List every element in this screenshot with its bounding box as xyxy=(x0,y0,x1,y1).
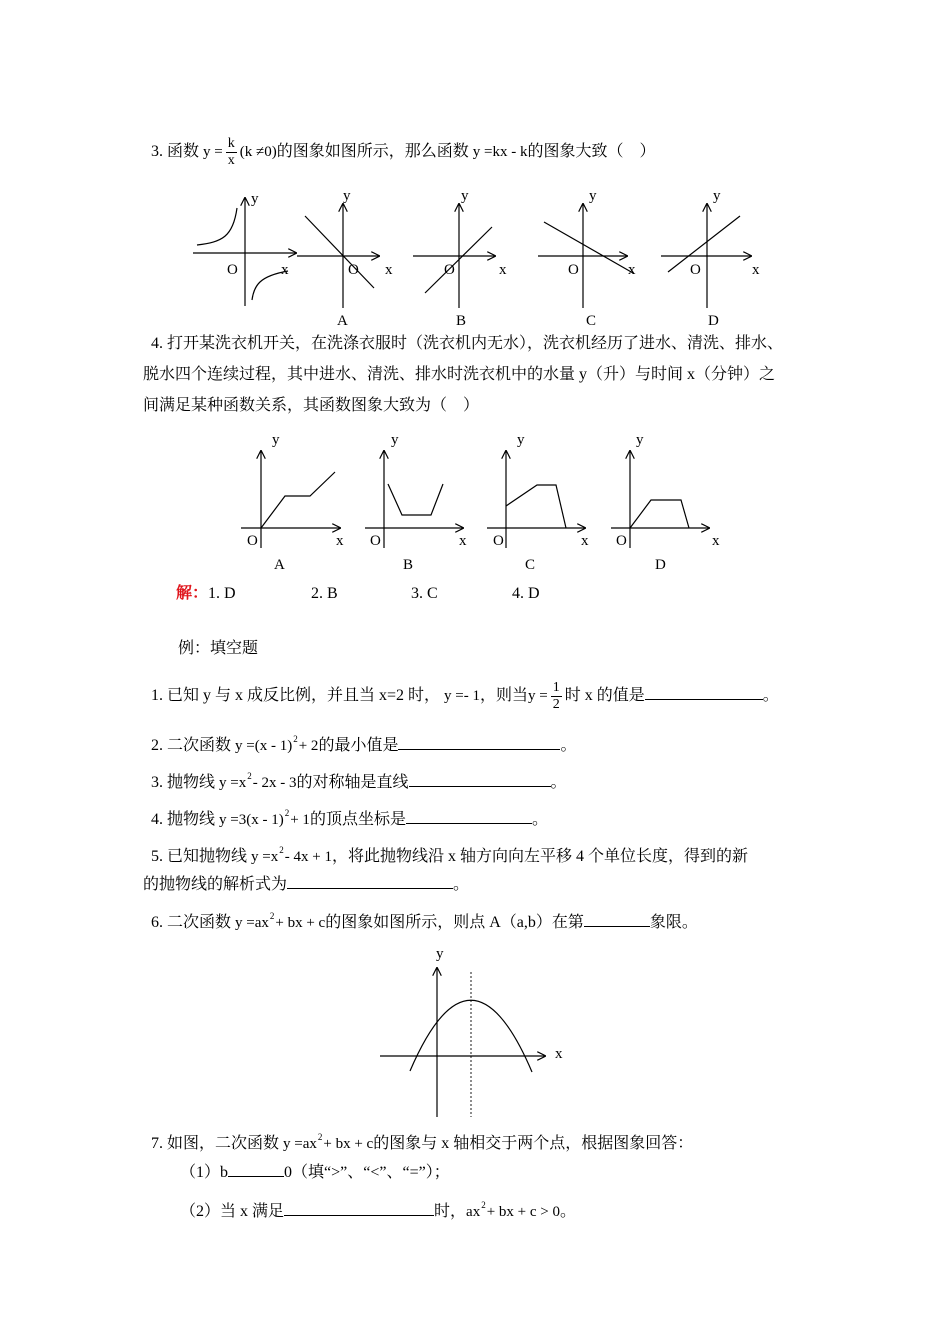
q4-graph-c-x-label: x xyxy=(581,533,589,549)
q3-suffix: 的图象大致（ ） xyxy=(527,143,656,161)
q3-graph-c-x-label: x xyxy=(628,262,636,278)
fill-1-text-b: ，则当 xyxy=(480,687,529,705)
q4-graph-c-y-label: y xyxy=(517,432,525,448)
q4-graph-a-origin-label: O xyxy=(247,533,258,549)
fill-7-text-b: 的图象与 x 轴相交于两个点，根据图象回答： xyxy=(373,1135,694,1152)
q3-graph-b-y-label: y xyxy=(461,188,469,204)
fill-6-text-b: 的图象如图所示，则点 A（a,b）在第 xyxy=(325,914,584,931)
fill-5-text-line2: 的抛物线的解析式为 xyxy=(143,876,288,893)
fill-4-formula-tail: + 1 xyxy=(290,812,310,828)
fraction-numerator: 1 xyxy=(552,680,560,695)
fill-5-end: 。 xyxy=(453,876,470,893)
q4-option-c: C xyxy=(525,557,536,573)
fill-5 xyxy=(151,840,748,867)
fill-3-text-b: 的对称轴是直线 xyxy=(296,774,409,791)
fill-2-formula: y =(x - 1) xyxy=(235,738,293,754)
answer-item-4: 4. D xyxy=(512,585,540,602)
q3-graph-d-y-label: y xyxy=(713,188,721,204)
q4-graph-b-y-label: y xyxy=(391,432,399,448)
answer-item-3: 3. C xyxy=(411,585,438,602)
q3-graph0-y-label: y xyxy=(251,191,259,207)
fill-1-text-a: 1. 已知 y 与 x 成反比例，并且当 x=2 时， xyxy=(151,687,441,705)
q4-graph-d-x-label: x xyxy=(712,533,720,549)
fill-4-end: 。 xyxy=(531,811,548,828)
q3-graph-a xyxy=(297,204,379,308)
fill-7-part2-end: 。 xyxy=(560,1203,577,1220)
q3-option-d: D xyxy=(708,313,719,329)
q3-prefix: 函数 xyxy=(167,143,200,161)
fill-4-blank[interactable] xyxy=(406,808,532,824)
fill-3-blank[interactable] xyxy=(409,771,551,787)
q4-graph-d xyxy=(611,451,709,548)
q3-graph-hyperbola xyxy=(193,198,296,306)
fill-7-formula: y =ax xyxy=(283,1136,317,1152)
q3-graph-c-origin-label: O xyxy=(568,262,579,278)
q3-graph-b xyxy=(413,204,495,308)
q3-graph-c xyxy=(538,204,633,308)
line-graph xyxy=(668,216,740,272)
fill-7-part1-blank[interactable] xyxy=(228,1161,284,1177)
q3-line xyxy=(151,136,655,169)
line-graph xyxy=(544,222,633,273)
q3-graph0-x-label: x xyxy=(281,262,289,278)
fill-2-formula-tail: + 2 xyxy=(298,738,319,754)
fill-7-part2-formula-tail: + bx + c > 0 xyxy=(486,1204,560,1220)
fill-6-blank[interactable] xyxy=(584,911,650,927)
q4-graph-c-origin-label: O xyxy=(493,533,504,549)
q3-graph0-origin-label: O xyxy=(227,262,238,278)
q3-fraction xyxy=(226,136,237,169)
answer-item-2: 2. B xyxy=(311,585,338,602)
hyperbola-branch-lower xyxy=(252,271,288,300)
q3-option-c: C xyxy=(586,313,597,329)
fill-5-text-a: 5. 已知抛物线 xyxy=(151,848,248,865)
q6-parabola-graph xyxy=(380,968,545,1117)
fill-7-part2-label: （2）当 x 满足 xyxy=(180,1203,285,1220)
q4-graph-b xyxy=(365,451,463,548)
water-curve xyxy=(388,484,443,515)
fill-1-end: 。 xyxy=(762,687,779,705)
q4-graph-b-origin-label: O xyxy=(370,533,381,549)
q4-graph-a-y-label: y xyxy=(272,432,280,448)
q4-graph-c xyxy=(487,451,585,548)
fill-7-part2-exponent: 2 xyxy=(481,1200,486,1210)
answer-item-1: 1. D xyxy=(208,585,236,602)
fill-2-blank[interactable] xyxy=(398,734,560,750)
q3-middle: 的图象如图所示，那么函数 xyxy=(276,143,469,161)
answer-label: 解： xyxy=(176,585,209,602)
fill-5-text-b: ，将此抛物线沿 x 轴方向向左平移 4 个单位长度，得到的新 xyxy=(331,848,748,865)
line-graph xyxy=(425,227,492,293)
q3-formula-lhs: y = xyxy=(203,144,223,161)
fill-6 xyxy=(151,906,698,933)
fill-3-formula-tail: - 2x - 3 xyxy=(252,775,297,791)
q3-graph-a-origin-label: O xyxy=(348,262,359,278)
fill-7-part1 xyxy=(180,1161,450,1183)
fill-7 xyxy=(151,1127,693,1154)
line-graph xyxy=(305,216,374,288)
q3-option-b: B xyxy=(456,313,467,329)
q4-graph-b-x-label: x xyxy=(459,533,467,549)
fill-4-text-a: 4. 抛物线 xyxy=(151,811,216,828)
fill-2-text-a: 2. 二次函数 xyxy=(151,737,232,754)
fraction-numerator: k xyxy=(227,136,235,151)
q6-y-label: y xyxy=(436,946,444,962)
q6-x-label: x xyxy=(555,1046,563,1062)
fraction-denominator: x xyxy=(227,153,235,168)
q3-graph-d-x-label: x xyxy=(752,262,760,278)
q4-line1: 4. 打开某洗衣机开关，在洗涤衣服时（洗衣机内无水），洗衣机经历了进水、清洗、排水、 xyxy=(151,335,784,352)
fill-6-text-c: 象限。 xyxy=(649,914,698,931)
q4-graph-a-x-label: x xyxy=(336,533,344,549)
fill-7-part1-label: （1）b xyxy=(180,1164,229,1181)
fill-7-part2 xyxy=(180,1195,576,1222)
fill-3-text-a: 3. 抛物线 xyxy=(151,774,216,791)
fill-2-text-b: 的最小值是 xyxy=(318,737,399,754)
q3-graph-b-origin-label: O xyxy=(444,262,455,278)
fill-5-line2 xyxy=(143,873,469,895)
water-curve xyxy=(630,500,689,528)
q3-number: 3. xyxy=(151,143,163,161)
fill-6-formula: y =ax xyxy=(235,915,269,931)
q3-graph-a-y-label: y xyxy=(343,188,351,204)
fill-2 xyxy=(151,729,576,756)
fill-2-exponent: 2 xyxy=(293,734,298,744)
fill-6-formula-tail: + bx + c xyxy=(275,915,326,931)
q3-option-a: A xyxy=(337,313,348,329)
fill-3-formula: y =x xyxy=(219,775,247,791)
fill-7-part1-text: 0（填“>”、“<”、“=”）； xyxy=(284,1164,450,1181)
fill-1-text-c: 时 x 的值是 xyxy=(564,687,645,705)
fill-3 xyxy=(151,766,567,793)
water-curve xyxy=(506,485,566,528)
fill-3-end: 。 xyxy=(550,774,567,791)
q4-graph-d-y-label: y xyxy=(636,432,644,448)
fill-4 xyxy=(151,803,548,830)
fill-1-y: y = xyxy=(528,688,548,705)
fill-7-part2-formula: ax xyxy=(466,1204,481,1220)
fill-7-part2-blank[interactable] xyxy=(284,1200,434,1216)
q3-graph-b-x-label: x xyxy=(499,262,507,278)
fill-7-part2-text: 时， xyxy=(434,1203,467,1220)
q3-formula2: y =kx - k xyxy=(472,144,528,161)
q3-condition: (k ≠0) xyxy=(239,144,277,161)
fill-5-formula-tail: - 4x + 1 xyxy=(284,849,332,865)
fill-7-text-a: 7. 如图，二次函数 xyxy=(151,1135,280,1152)
fill-4-formula: y =3(x - 1) xyxy=(219,812,284,828)
fill-3-exponent: 2 xyxy=(247,771,252,781)
fill-7-exponent: 2 xyxy=(317,1132,323,1142)
fill-6-exponent: 2 xyxy=(269,911,275,921)
q4-line2: 脱水四个连续过程，其中进水、清洗、排水时洗衣机中的水量 y（升）与时间 x（分钟）之 xyxy=(143,366,776,383)
q3-graph-d-origin-label: O xyxy=(690,262,701,278)
q3-graph-a-x-label: x xyxy=(385,262,393,278)
fill-1-formula: y =- 1 xyxy=(444,688,480,705)
fill-1-fraction xyxy=(551,680,562,713)
q4-option-a: A xyxy=(274,557,285,573)
fill-1-blank[interactable] xyxy=(645,684,763,700)
q4-line3: 间满足某种函数关系，其函数图象大致为（ ） xyxy=(143,397,480,414)
q4-option-b: B xyxy=(403,557,414,573)
q4-graph-d-origin-label: O xyxy=(616,533,627,549)
parabola-curve xyxy=(410,1000,532,1072)
fill-6-text-a: 6. 二次函数 xyxy=(151,914,232,931)
q4-graph-a xyxy=(241,451,340,548)
fill-7-formula-tail: + bx + c xyxy=(323,1136,374,1152)
answer-line xyxy=(176,584,540,604)
hyperbola-branch-upper xyxy=(197,208,237,245)
q4-option-d: D xyxy=(655,557,666,573)
fill-2-end: 。 xyxy=(560,737,577,754)
fill-4-exponent: 2 xyxy=(284,808,290,818)
q3-graph-d xyxy=(661,204,751,308)
fill-5-formula: y =x xyxy=(251,849,279,865)
q3-graph-c-y-label: y xyxy=(589,188,597,204)
fill-1 xyxy=(151,680,779,713)
fraction-denominator: 2 xyxy=(552,697,560,712)
water-curve xyxy=(261,472,335,528)
fill-5-blank[interactable] xyxy=(287,873,453,889)
fill-5-exponent: 2 xyxy=(279,845,284,855)
fill-4-text-b: 的顶点坐标是 xyxy=(309,811,406,828)
example-title: 例：填空题 xyxy=(178,640,259,657)
